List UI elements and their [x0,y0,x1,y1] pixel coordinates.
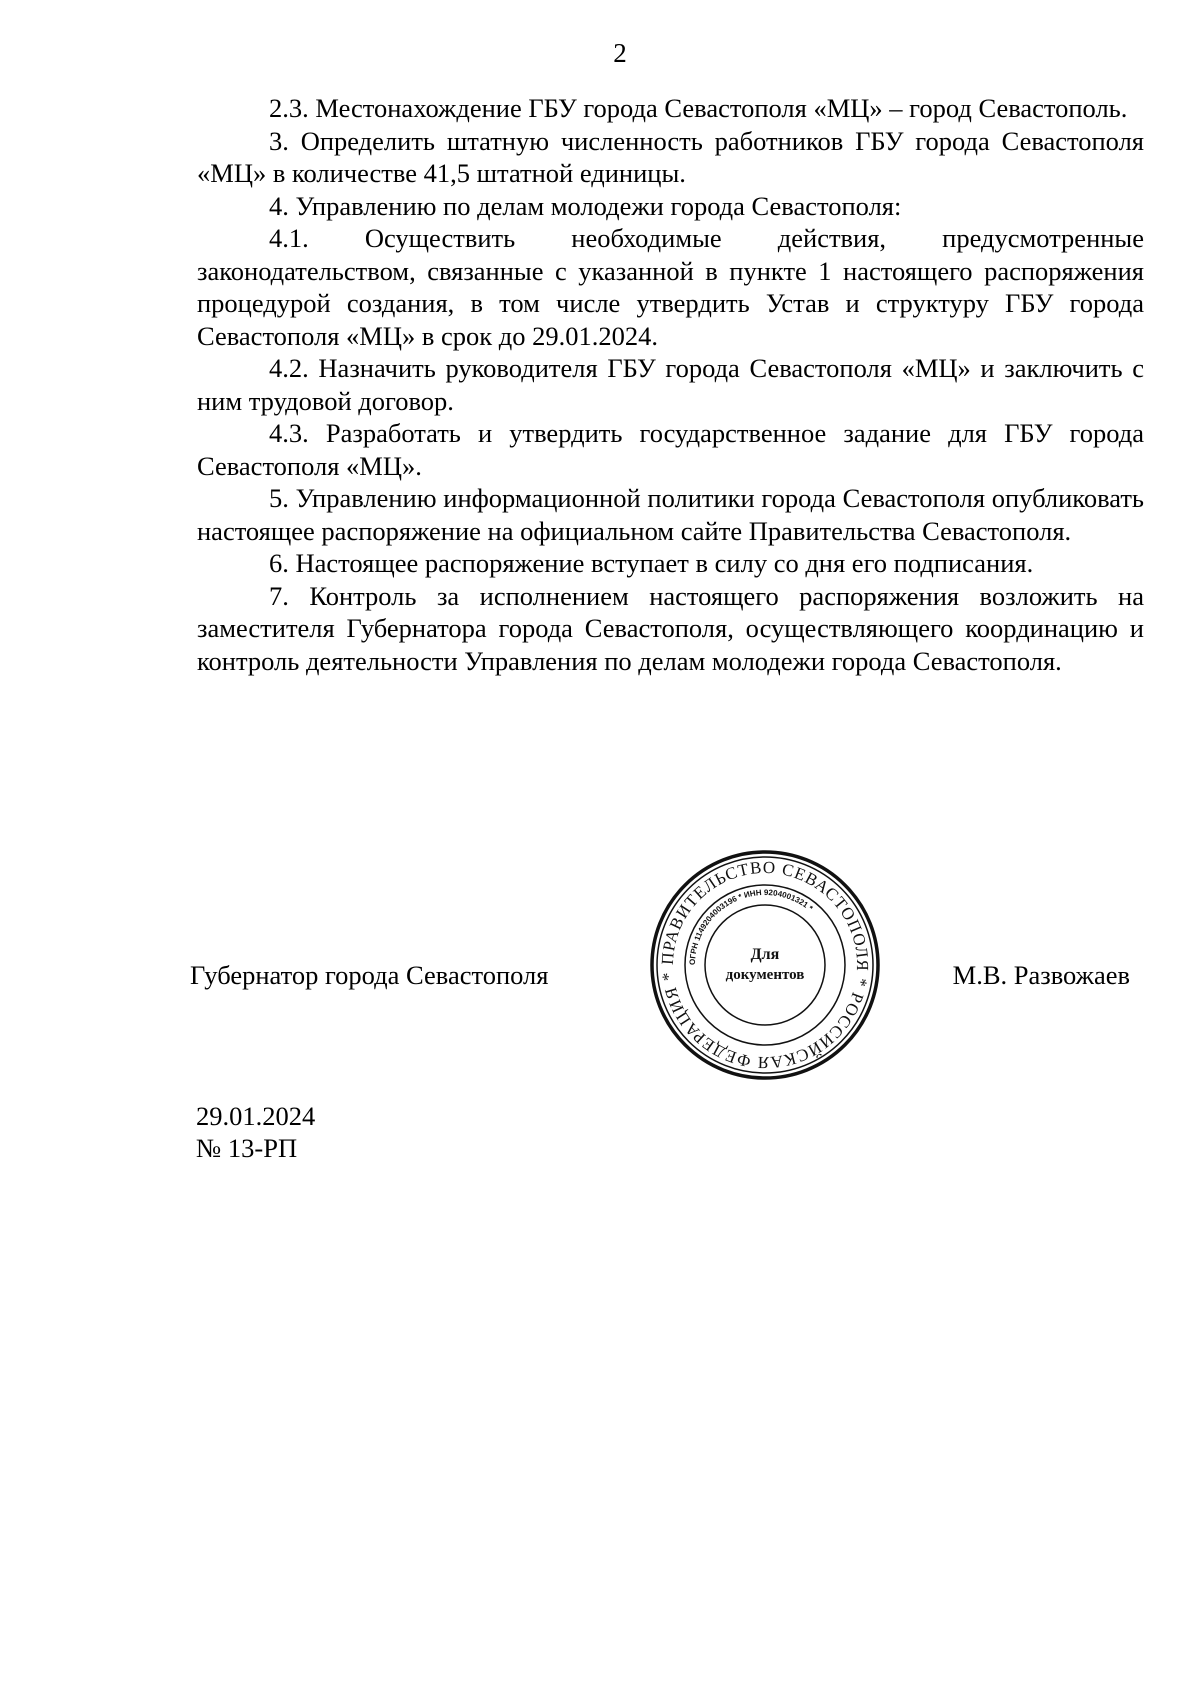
paragraph-5: 5. Управлению информационной политики города Севастополя опубликовать настоящее распоряжение на официальном сайте Правительства Севастополя. [197,483,1144,546]
paragraph-6: 6. Настоящее распоряжение вступает в силу со дня его подписания. [269,548,1034,578]
official-seal-stamp [645,845,885,1085]
document-footer [196,1100,315,1164]
document-body [197,92,1144,677]
document-date: 29.01.2024 [196,1101,316,1131]
page-number: 2 [613,38,627,68]
paragraph-7: 7. Контроль за исполнением настоящего распоряжения возложить на заместителя Губернатора города Севастополя, осуществляющего координацию и контроль деятельности Управления по делам молодежи города Севастополя. [197,580,1144,676]
signatory-position: Губернатор города Севастополя [190,960,549,990]
seal-outer-ring [652,852,878,1078]
seal-center-line2: документов [725,967,805,983]
signatory-name: М.В. Развожаев [952,960,1130,990]
paragraph-4-2: 4.2. Назначить руководителя ГБУ города Севастополя «МЦ» и заключить с ним трудовой договор. [197,353,1144,416]
seal-outer-text: ПРАВИТЕЛЬСТВО СЕВАСТОПОЛЯ * РОССИЙСКАЯ ФЕДЕРАЦИЯ * [657,857,873,1073]
document-number: № 13-РП [196,1133,298,1163]
seal-middle-ring [685,885,845,1045]
paragraph-4-1: 4.1. Осуществить необходимые действия, предусмотренные законодательством, связанные с указанной в пункте 1 настоящего распоряжения процедурой создания, в том числе утвердить Устав и структуру ГБУ города Севастополя «МЦ» в срок до 29.01.2024. [197,223,1144,351]
paragraph-2-3: 2.3. Местонахождение ГБУ города Севастополя «МЦ» – город Севастополь. [269,93,1128,123]
paragraph-4: 4. Управлению по делам молодежи города Севастополя: [269,190,902,221]
seal-inner-text: ОГРН 1149204003196 * ИНН 9204001321 * [687,887,815,966]
paragraph-4-3: 4.3. Разработать и утвердить государственное задание для ГБУ города Севастополя «МЦ». [197,418,1144,481]
paragraph-3: 3. Определить штатную численность работников ГБУ города Севастополя «МЦ» в количестве 41,5 штатной единицы. [197,125,1144,188]
seal-inner-ring [705,905,825,1025]
seal-center-line1: Для [750,946,780,963]
